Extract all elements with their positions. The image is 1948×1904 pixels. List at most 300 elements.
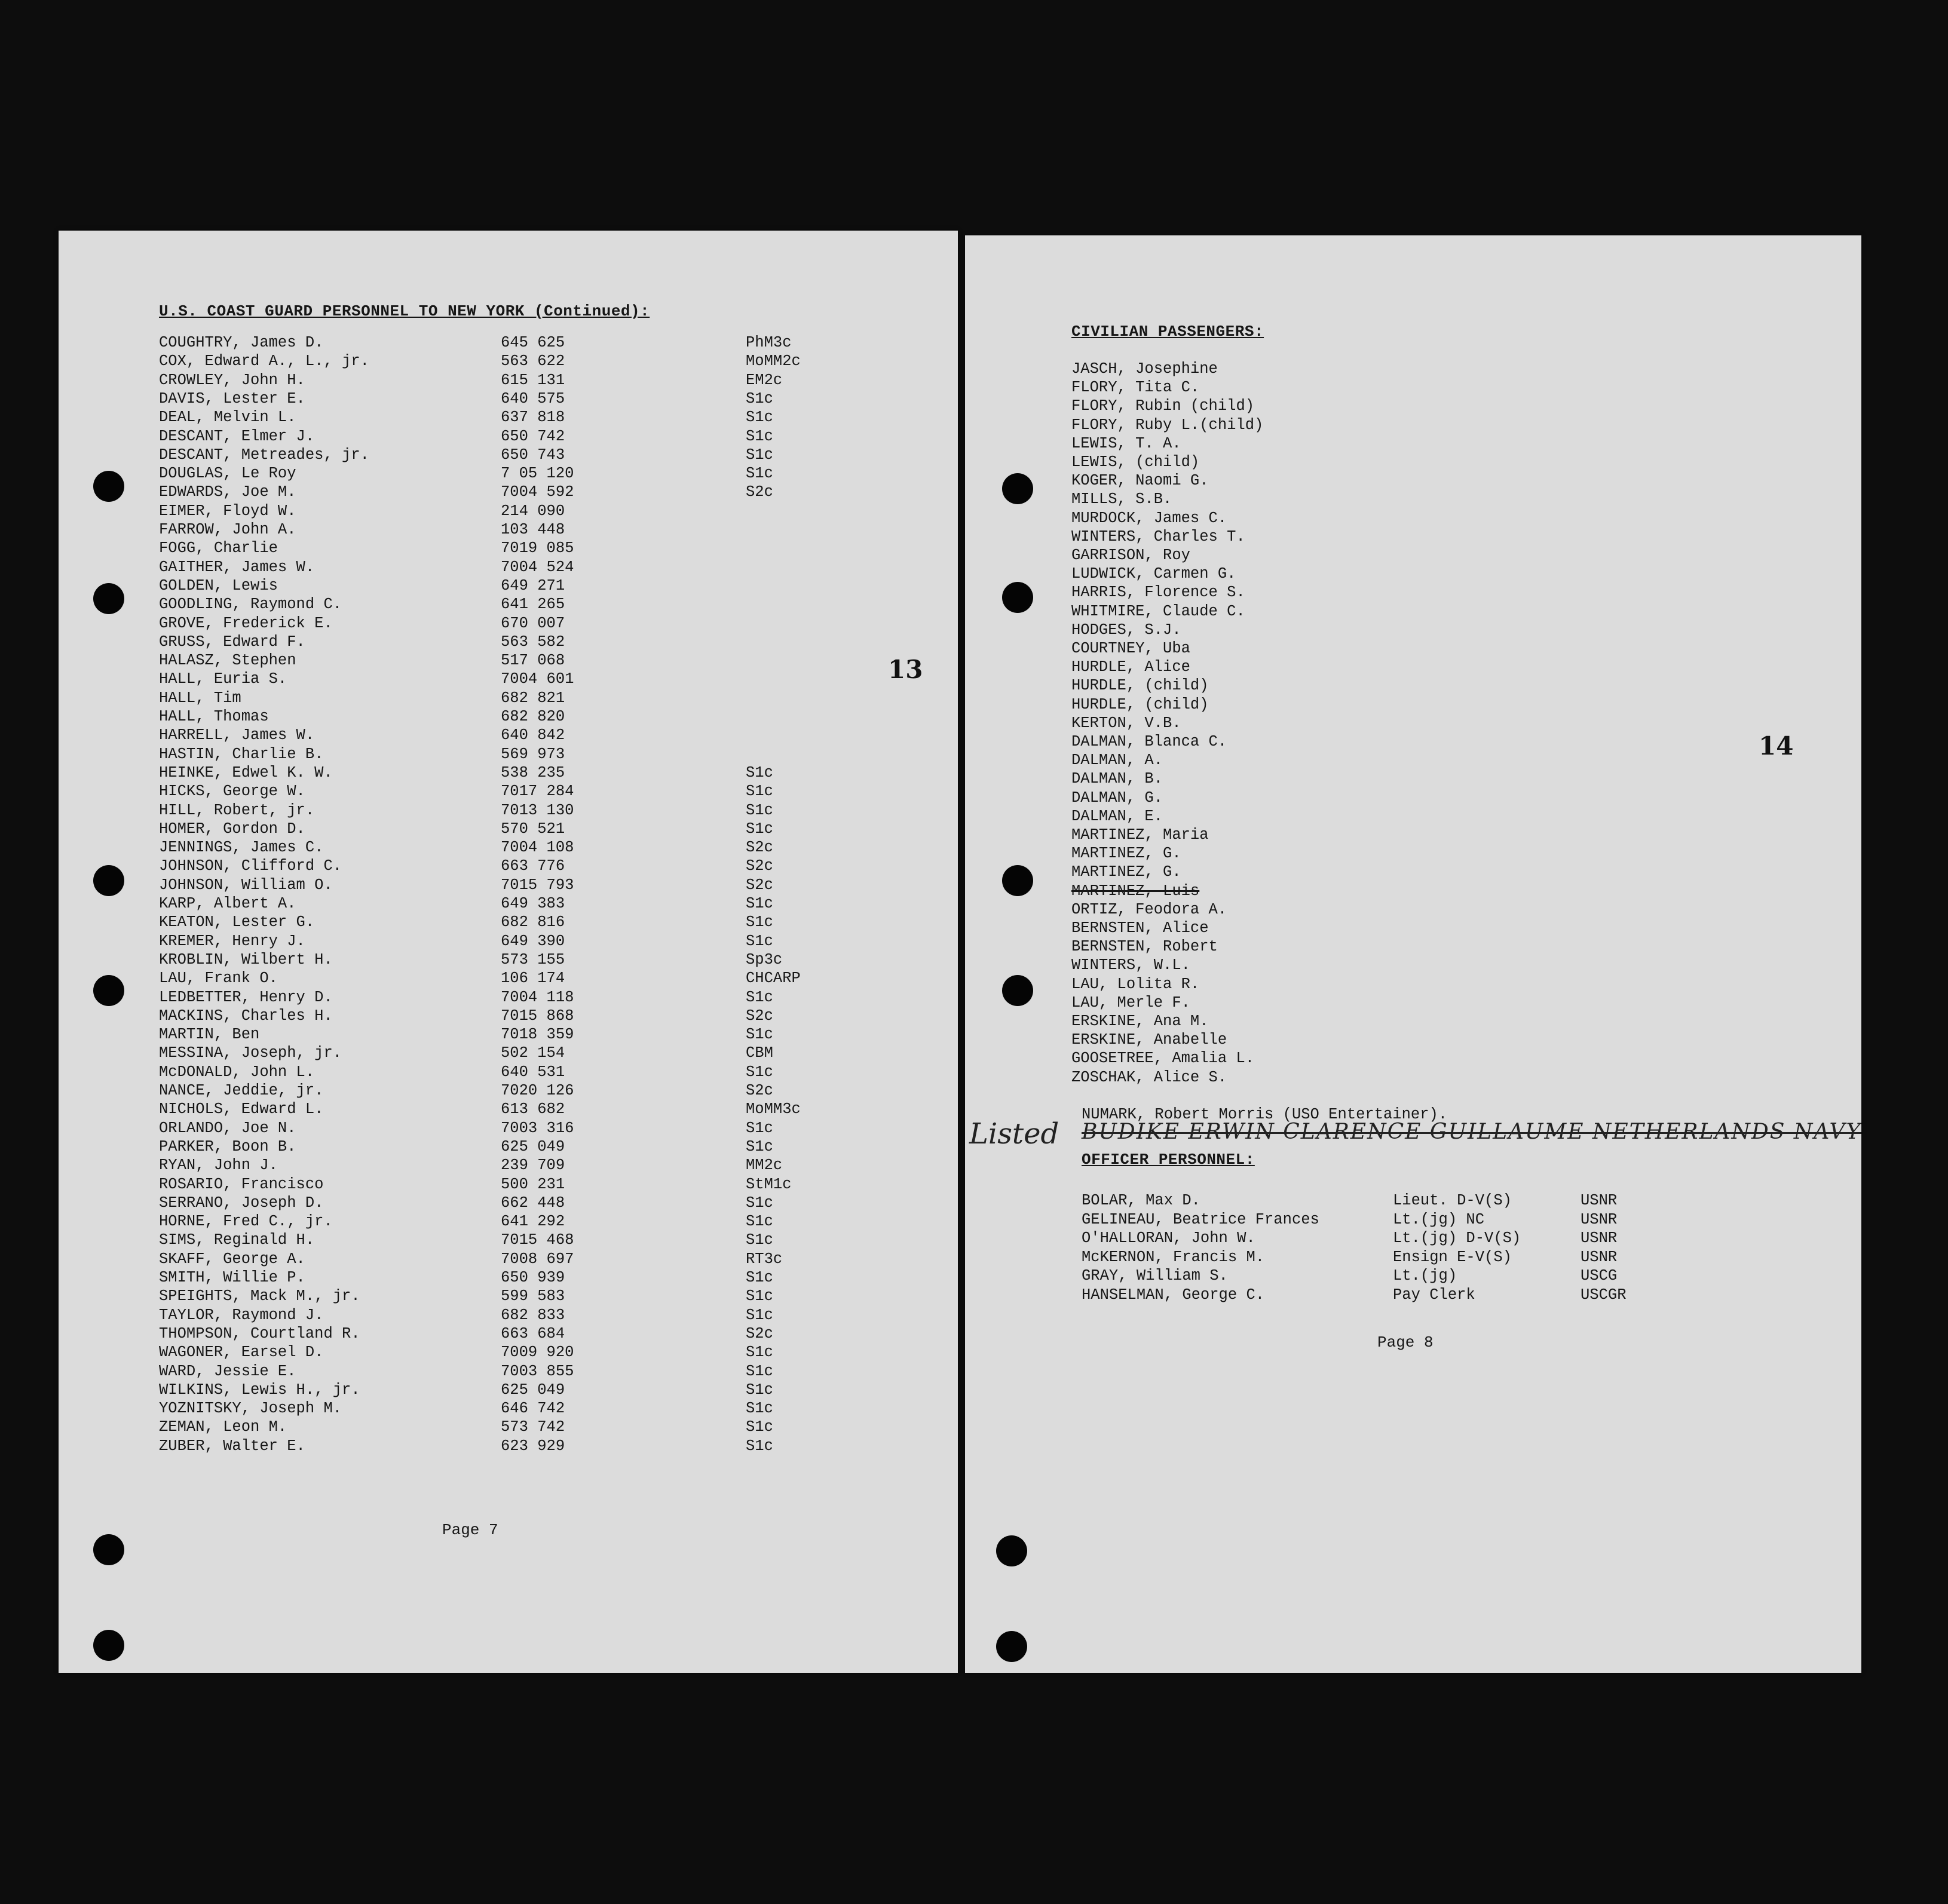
passenger-name: GARRISON, Roy bbox=[1071, 547, 1190, 564]
rate: S1c bbox=[746, 1138, 773, 1155]
list-item bbox=[965, 975, 1861, 994]
table-row bbox=[59, 371, 958, 390]
table-row bbox=[59, 333, 958, 352]
passenger-name: WINTERS, W.L. bbox=[1071, 956, 1190, 974]
rate: S1c bbox=[746, 802, 773, 819]
service-number: 7003 855 bbox=[501, 1363, 574, 1380]
officer-name: McKERNON, Francis M. bbox=[1082, 1249, 1265, 1266]
table-row bbox=[59, 633, 958, 651]
passenger-name: BERNSTEN, Robert bbox=[1071, 938, 1218, 955]
table-row bbox=[59, 1175, 958, 1194]
service-number: 649 383 bbox=[501, 895, 565, 912]
table-row bbox=[59, 707, 958, 726]
list-item bbox=[965, 565, 1861, 583]
service-number: 640 842 bbox=[501, 726, 565, 744]
service-number: 7003 316 bbox=[501, 1120, 574, 1137]
service-number: 663 684 bbox=[501, 1325, 565, 1342]
service-number: 641 265 bbox=[501, 596, 565, 613]
table-row bbox=[59, 614, 958, 633]
service-number: 645 625 bbox=[501, 334, 565, 351]
officer-rank: Lt.(jg) D-V(S) bbox=[1393, 1230, 1521, 1247]
service-number: 7017 284 bbox=[501, 783, 574, 800]
passenger-name: FLORY, Ruby L.(child) bbox=[1071, 416, 1264, 434]
list-item bbox=[965, 714, 1861, 732]
passenger-name: WHITMIRE, Claude C. bbox=[1071, 603, 1245, 620]
list-item bbox=[965, 1068, 1861, 1087]
passenger-name: HURDLE, (child) bbox=[1071, 677, 1209, 694]
list-item bbox=[965, 1049, 1861, 1068]
rate: S1c bbox=[746, 1026, 773, 1043]
service-number: 613 682 bbox=[501, 1100, 565, 1118]
page-stamp-number: 13 bbox=[888, 655, 923, 684]
table-row bbox=[59, 1044, 958, 1062]
table-row bbox=[59, 801, 958, 820]
officer-rank: Lieut. D-V(S) bbox=[1393, 1192, 1512, 1209]
personnel-name: WARD, Jessie E. bbox=[159, 1363, 296, 1380]
table-row bbox=[59, 520, 958, 539]
left-page bbox=[59, 231, 958, 1673]
rate: S1c bbox=[746, 764, 773, 781]
service-number: 214 090 bbox=[501, 502, 565, 520]
list-item bbox=[965, 695, 1861, 714]
table-row bbox=[59, 1362, 958, 1381]
list-item bbox=[965, 509, 1861, 528]
personnel-name: EIMER, Floyd W. bbox=[159, 502, 296, 520]
rate: S1c bbox=[746, 1287, 773, 1305]
rate: S1c bbox=[746, 428, 773, 445]
rate: Sp3c bbox=[746, 951, 783, 968]
table-row bbox=[59, 1343, 958, 1362]
list-item bbox=[965, 676, 1861, 695]
table-row bbox=[59, 502, 958, 520]
table-row bbox=[59, 539, 958, 557]
rate: RT3c bbox=[746, 1250, 783, 1268]
passenger-name: DALMAN, A. bbox=[1071, 752, 1163, 769]
table-row bbox=[59, 1268, 958, 1287]
list-item bbox=[965, 807, 1861, 826]
list-item bbox=[965, 919, 1861, 937]
passenger-name: MURDOCK, James C. bbox=[1071, 510, 1227, 527]
personnel-name: WAGONER, Earsel D. bbox=[159, 1344, 324, 1361]
table-row bbox=[59, 894, 958, 913]
service-number: 569 973 bbox=[501, 746, 565, 763]
personnel-name: MACKINS, Charles H. bbox=[159, 1007, 333, 1025]
service-number: 662 448 bbox=[501, 1194, 565, 1212]
service-number: 7004 601 bbox=[501, 670, 574, 688]
table-row bbox=[59, 820, 958, 838]
table-row bbox=[965, 1286, 1861, 1304]
rate: S1c bbox=[746, 783, 773, 800]
service-number: 7018 359 bbox=[501, 1026, 574, 1043]
list-item bbox=[965, 994, 1861, 1012]
rate: S2c bbox=[746, 1082, 773, 1099]
passenger-name: KOGER, Naomi G. bbox=[1071, 472, 1209, 489]
passenger-name: KERTON, V.B. bbox=[1071, 715, 1181, 732]
personnel-name: HALL, Thomas bbox=[159, 708, 269, 725]
personnel-name: DESCANT, Metreades, jr. bbox=[159, 446, 369, 464]
table-row bbox=[59, 726, 958, 744]
personnel-name: DESCANT, Elmer J. bbox=[159, 428, 315, 445]
passenger-name: BERNSTEN, Alice bbox=[1071, 919, 1209, 937]
officer-service: USNR bbox=[1581, 1230, 1618, 1247]
rate: S1c bbox=[746, 1363, 773, 1380]
personnel-name: LEDBETTER, Henry D. bbox=[159, 989, 333, 1006]
officer-rank: Ensign E-V(S) bbox=[1393, 1249, 1512, 1266]
civilian-heading: CIVILIAN PASSENGERS: bbox=[1071, 323, 1264, 341]
personnel-name: SMITH, Willie P. bbox=[159, 1269, 305, 1286]
personnel-name: HEINKE, Edwel K. W. bbox=[159, 764, 333, 781]
page-footer: Page 8 bbox=[1377, 1333, 1434, 1351]
officer-service: USCG bbox=[1581, 1267, 1618, 1284]
personnel-name: COX, Edward A., L., jr. bbox=[159, 352, 369, 370]
passenger-name: HARRIS, Florence S. bbox=[1071, 584, 1245, 601]
table-row bbox=[59, 558, 958, 577]
personnel-name: HALL, Euria S. bbox=[159, 670, 287, 688]
rate: S2c bbox=[746, 876, 773, 894]
rate: S2c bbox=[746, 1007, 773, 1025]
personnel-name: FARROW, John A. bbox=[159, 521, 296, 538]
list-item bbox=[965, 453, 1861, 471]
passenger-name: DALMAN, G. bbox=[1071, 789, 1163, 807]
service-number: 538 235 bbox=[501, 764, 565, 781]
passenger-name: FLORY, Rubin (child) bbox=[1071, 397, 1255, 415]
personnel-name: PARKER, Boon B. bbox=[159, 1138, 296, 1155]
rate: S1c bbox=[746, 1120, 773, 1137]
passenger-name: HURDLE, (child) bbox=[1071, 696, 1209, 713]
passenger-name: ORTIZ, Feodora A. bbox=[1071, 901, 1227, 918]
rate: S1c bbox=[746, 446, 773, 464]
personnel-name: CROWLEY, John H. bbox=[159, 372, 305, 389]
list-item bbox=[965, 732, 1861, 751]
punch-hole bbox=[996, 1535, 1027, 1566]
service-number: 7004 592 bbox=[501, 483, 574, 501]
table-row bbox=[59, 1063, 958, 1081]
service-number: 7019 085 bbox=[501, 539, 574, 557]
officer-rank: Lt.(jg) NC bbox=[1393, 1211, 1485, 1228]
table-row bbox=[59, 1287, 958, 1305]
passenger-name: MARTINEZ, G. bbox=[1071, 863, 1181, 881]
table-row bbox=[59, 838, 958, 857]
personnel-name: GOODLING, Raymond C. bbox=[159, 596, 342, 613]
service-number: 682 820 bbox=[501, 708, 565, 725]
list-item bbox=[965, 639, 1861, 658]
list-item bbox=[965, 397, 1861, 415]
personnel-name: GOLDEN, Lewis bbox=[159, 577, 278, 594]
passenger-name: ZOSCHAK, Alice S. bbox=[1071, 1069, 1227, 1086]
list-item bbox=[965, 769, 1861, 788]
service-number: 599 583 bbox=[501, 1287, 565, 1305]
page-heading: U.S. COAST GUARD PERSONNEL TO NEW YORK (Continued): bbox=[159, 302, 650, 320]
table-row bbox=[59, 1100, 958, 1118]
service-number: 7 05 120 bbox=[501, 465, 574, 482]
list-item bbox=[965, 416, 1861, 434]
personnel-name: ZEMAN, Leon M. bbox=[159, 1418, 287, 1436]
officer-service: USNR bbox=[1581, 1211, 1618, 1228]
rate: S1c bbox=[746, 1231, 773, 1249]
personnel-name: SKAFF, George A. bbox=[159, 1250, 305, 1268]
service-number: 637 818 bbox=[501, 409, 565, 426]
personnel-name: KREMER, Henry J. bbox=[159, 933, 305, 950]
personnel-name: THOMPSON, Courtland R. bbox=[159, 1325, 360, 1342]
list-item bbox=[965, 546, 1861, 565]
table-row bbox=[59, 1418, 958, 1436]
passenger-name: ERSKINE, Anabelle bbox=[1071, 1031, 1227, 1048]
passenger-name: MARTINEZ, Maria bbox=[1071, 826, 1209, 844]
service-number: 502 154 bbox=[501, 1044, 565, 1062]
service-number: 641 292 bbox=[501, 1213, 565, 1230]
table-row bbox=[59, 408, 958, 427]
service-number: 682 833 bbox=[501, 1307, 565, 1324]
rate: S1c bbox=[746, 913, 773, 931]
table-row bbox=[59, 1156, 958, 1175]
personnel-name: McDONALD, John L. bbox=[159, 1063, 315, 1081]
rate: S2c bbox=[746, 857, 773, 875]
punch-hole bbox=[996, 1631, 1027, 1662]
service-number: 7004 108 bbox=[501, 839, 574, 856]
list-item bbox=[965, 528, 1861, 546]
passenger-name: MARTINEZ, G. bbox=[1071, 845, 1181, 862]
passenger-name: DALMAN, E. bbox=[1071, 808, 1163, 825]
table-row bbox=[965, 1248, 1861, 1267]
table-row bbox=[59, 782, 958, 801]
personnel-name: KROBLIN, Wilbert H. bbox=[159, 951, 333, 968]
service-number: 663 776 bbox=[501, 857, 565, 875]
table-row bbox=[965, 1210, 1861, 1229]
rate: MoMM3c bbox=[746, 1100, 801, 1118]
list-item bbox=[965, 471, 1861, 490]
personnel-name: RYAN, John J. bbox=[159, 1157, 278, 1174]
service-number: 517 068 bbox=[501, 652, 565, 669]
list-item bbox=[965, 826, 1861, 844]
passenger-name: LAU, Merle F. bbox=[1071, 994, 1190, 1011]
personnel-name: GRUSS, Edward F. bbox=[159, 633, 305, 651]
rate: S2c bbox=[746, 839, 773, 856]
table-row bbox=[59, 577, 958, 595]
passenger-name: JASCH, Josephine bbox=[1071, 360, 1218, 378]
officer-rank: Pay Clerk bbox=[1393, 1286, 1475, 1304]
officer-name: GRAY, William S. bbox=[1082, 1267, 1228, 1284]
passenger-name: DALMAN, B. bbox=[1071, 770, 1163, 787]
officer-name: GELINEAU, Beatrice Frances bbox=[1082, 1211, 1319, 1228]
table-row bbox=[59, 913, 958, 931]
table-row bbox=[59, 689, 958, 707]
table-row bbox=[59, 1381, 958, 1399]
rate: S1c bbox=[746, 409, 773, 426]
personnel-name: JENNINGS, James C. bbox=[159, 839, 324, 856]
table-row bbox=[59, 1081, 958, 1100]
table-row bbox=[59, 1025, 958, 1044]
service-number: 615 131 bbox=[501, 372, 565, 389]
page-stamp-number: 14 bbox=[1759, 731, 1794, 761]
service-number: 650 742 bbox=[501, 428, 565, 445]
table-row bbox=[59, 651, 958, 670]
list-item bbox=[965, 937, 1861, 956]
service-number: 7020 126 bbox=[501, 1082, 574, 1099]
officer-name: BOLAR, Max D. bbox=[1082, 1192, 1200, 1209]
table-row bbox=[965, 1191, 1861, 1210]
personnel-name: DOUGLAS, Le Roy bbox=[159, 465, 296, 482]
service-number: 106 174 bbox=[501, 970, 565, 987]
personnel-name: JOHNSON, Clifford C. bbox=[159, 857, 342, 875]
table-row bbox=[965, 1229, 1861, 1247]
list-item bbox=[965, 863, 1861, 881]
personnel-name: HILL, Robert, jr. bbox=[159, 802, 315, 819]
personnel-name: ZUBER, Walter E. bbox=[159, 1437, 305, 1455]
table-row bbox=[59, 595, 958, 614]
rate: S1c bbox=[746, 933, 773, 950]
rate: S1c bbox=[746, 390, 773, 407]
officer-rank: Lt.(jg) bbox=[1393, 1267, 1457, 1284]
page-footer: Page 7 bbox=[442, 1521, 498, 1539]
table-row bbox=[59, 1437, 958, 1455]
personnel-name: HICKS, George W. bbox=[159, 783, 305, 800]
personnel-name: TAYLOR, Raymond J. bbox=[159, 1307, 324, 1324]
service-number: 640 531 bbox=[501, 1063, 565, 1081]
service-number: 650 743 bbox=[501, 446, 565, 464]
personnel-name: KEATON, Lester G. bbox=[159, 913, 315, 931]
passenger-name: LUDWICK, Carmen G. bbox=[1071, 565, 1236, 582]
handwritten-note: Listed bbox=[969, 1117, 1059, 1151]
service-number: 500 231 bbox=[501, 1176, 565, 1193]
service-number: 682 816 bbox=[501, 913, 565, 931]
list-item bbox=[965, 583, 1861, 602]
rate: PhM3c bbox=[746, 334, 792, 351]
table-row bbox=[59, 390, 958, 408]
rate: S1c bbox=[746, 1381, 773, 1399]
table-row bbox=[59, 1007, 958, 1025]
personnel-name: KARP, Albert A. bbox=[159, 895, 296, 912]
service-number: 7015 868 bbox=[501, 1007, 574, 1025]
personnel-name: LAU, Frank O. bbox=[159, 970, 278, 987]
rate: S1c bbox=[746, 1400, 773, 1417]
list-item bbox=[965, 434, 1861, 453]
service-number: 682 821 bbox=[501, 689, 565, 707]
service-number: 7004 118 bbox=[501, 989, 574, 1006]
rate: S1c bbox=[746, 1063, 773, 1081]
passenger-name: LEWIS, T. A. bbox=[1071, 435, 1181, 452]
rate: MM2c bbox=[746, 1157, 783, 1174]
personnel-name: GAITHER, James W. bbox=[159, 559, 315, 576]
table-row bbox=[59, 483, 958, 501]
personnel-name: NICHOLS, Edward L. bbox=[159, 1100, 324, 1118]
passenger-name: LEWIS, (child) bbox=[1071, 453, 1200, 471]
list-item bbox=[965, 658, 1861, 676]
service-number: 570 521 bbox=[501, 820, 565, 838]
passenger-name: MILLS, S.B. bbox=[1071, 490, 1172, 508]
rate: S1c bbox=[746, 1437, 773, 1455]
rate: S1c bbox=[746, 465, 773, 482]
list-item bbox=[965, 360, 1861, 378]
officer-name: O'HALLORAN, John W. bbox=[1082, 1230, 1255, 1247]
table-row bbox=[59, 988, 958, 1007]
personnel-name: WILKINS, Lewis H., jr. bbox=[159, 1381, 360, 1399]
rate: S1c bbox=[746, 895, 773, 912]
table-row bbox=[59, 446, 958, 464]
list-item bbox=[965, 1012, 1861, 1031]
service-number: 625 049 bbox=[501, 1138, 565, 1155]
table-row bbox=[59, 670, 958, 688]
officer-heading: OFFICER PERSONNEL: bbox=[1082, 1151, 1255, 1169]
table-row bbox=[965, 1267, 1861, 1285]
passenger-name: FLORY, Tita C. bbox=[1071, 379, 1200, 396]
table-row bbox=[59, 932, 958, 951]
rate: S1c bbox=[746, 1269, 773, 1286]
personnel-name: HALASZ, Stephen bbox=[159, 652, 296, 669]
passenger-name: LAU, Lolita R. bbox=[1071, 976, 1200, 993]
service-number: 7008 697 bbox=[501, 1250, 574, 1268]
right-page bbox=[965, 235, 1861, 1673]
list-item bbox=[965, 956, 1861, 974]
rate: S1c bbox=[746, 1418, 773, 1436]
service-number: 103 448 bbox=[501, 521, 565, 538]
personnel-name: DEAL, Melvin L. bbox=[159, 409, 296, 426]
table-row bbox=[59, 1138, 958, 1156]
struck-handwritten-entry: BUDIKE ERWIN CLARENCE GUILLAUME NETHERLANDS NAVY bbox=[1082, 1120, 1861, 1144]
list-item bbox=[965, 621, 1861, 639]
personnel-name: ROSARIO, Francisco bbox=[159, 1176, 324, 1193]
officer-service: USNR bbox=[1581, 1192, 1618, 1209]
table-row bbox=[59, 1194, 958, 1212]
passenger-name: HURDLE, Alice bbox=[1071, 658, 1190, 676]
extra-passenger: NUMARK, Robert Morris (USO Entertainer). bbox=[1082, 1106, 1448, 1123]
punch-hole bbox=[93, 1534, 124, 1565]
personnel-name: JOHNSON, William O. bbox=[159, 876, 333, 894]
service-number: 7015 793 bbox=[501, 876, 574, 894]
personnel-name: HASTIN, Charlie B. bbox=[159, 746, 324, 763]
table-row bbox=[59, 1250, 958, 1268]
service-number: 640 575 bbox=[501, 390, 565, 407]
personnel-name: HARRELL, James W. bbox=[159, 726, 315, 744]
punch-hole bbox=[93, 1630, 124, 1661]
passenger-name: GOOSETREE, Amalia L. bbox=[1071, 1050, 1255, 1067]
personnel-name: SPEIGHTS, Mack M., jr. bbox=[159, 1287, 360, 1305]
personnel-name: DAVIS, Lester E. bbox=[159, 390, 305, 407]
table-row bbox=[59, 876, 958, 894]
service-number: 7015 468 bbox=[501, 1231, 574, 1249]
table-row bbox=[59, 352, 958, 370]
rate: CHCARP bbox=[746, 970, 801, 987]
table-row bbox=[59, 764, 958, 782]
service-number: 670 007 bbox=[501, 615, 565, 632]
personnel-name: HALL, Tim bbox=[159, 689, 241, 707]
rate: StM1c bbox=[746, 1176, 792, 1193]
personnel-name: EDWARDS, Joe M. bbox=[159, 483, 296, 501]
service-number: 646 742 bbox=[501, 1400, 565, 1417]
service-number: 7004 524 bbox=[501, 559, 574, 576]
table-row bbox=[59, 745, 958, 764]
rate: CBM bbox=[746, 1044, 773, 1062]
service-number: 573 742 bbox=[501, 1418, 565, 1436]
service-number: 563 582 bbox=[501, 633, 565, 651]
officer-service: USNR bbox=[1581, 1249, 1618, 1266]
passenger-name: MARTINEZ, Luis bbox=[1071, 882, 1200, 900]
rate: S1c bbox=[746, 1213, 773, 1230]
personnel-name: COUGHTRY, James D. bbox=[159, 334, 324, 351]
service-number: 239 709 bbox=[501, 1157, 565, 1174]
rate: S1c bbox=[746, 820, 773, 838]
table-row bbox=[59, 1212, 958, 1231]
table-row bbox=[59, 857, 958, 875]
personnel-name: SIMS, Reginald H. bbox=[159, 1231, 315, 1249]
rate: S1c bbox=[746, 1307, 773, 1324]
personnel-name: FOGG, Charlie bbox=[159, 539, 278, 557]
personnel-name: HOMER, Gordon D. bbox=[159, 820, 305, 838]
officer-name: HANSELMAN, George C. bbox=[1082, 1286, 1265, 1304]
list-item bbox=[965, 1031, 1861, 1049]
officer-service: USCGR bbox=[1581, 1286, 1627, 1304]
personnel-name: ORLANDO, Joe N. bbox=[159, 1120, 296, 1137]
service-number: 573 155 bbox=[501, 951, 565, 968]
